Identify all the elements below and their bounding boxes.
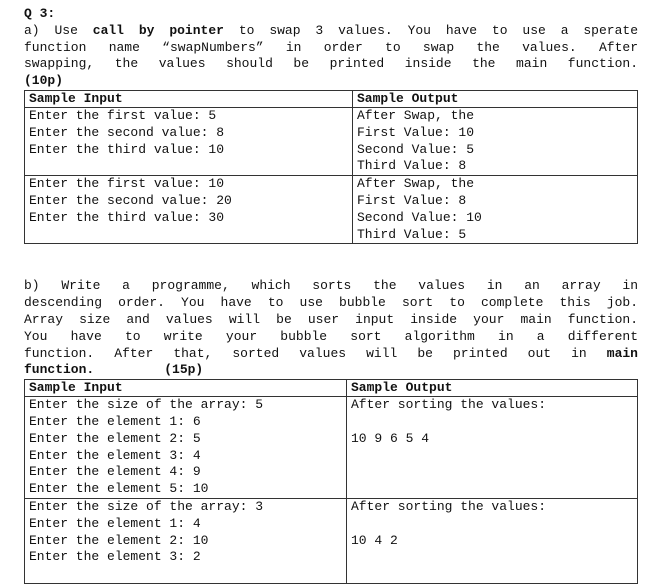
part_b-desc-line (24, 312, 638, 329)
sample-input-line: Enter the element 2: 5 (29, 430, 201, 446)
part_b-desc-line (24, 278, 638, 295)
sample-output-header: Sample Output (347, 380, 638, 397)
part-b-description (24, 278, 638, 362)
table-header-row (25, 90, 638, 107)
sample-input-line: Enter the element 2: 10 (29, 532, 209, 548)
part_a-desc-text: function name “swapNumbers” in order to swap the values. After (24, 39, 638, 55)
sample-output-line: Second Value: 5 (357, 141, 475, 157)
sample-input-line: Enter the size of the array: 3 (29, 498, 264, 514)
sample-input-line: Enter the second value: 20 (29, 192, 232, 208)
part-b-points: (15p) (164, 362, 204, 378)
part-a-description (24, 23, 638, 73)
part_a-desc-text: swapping, the values should be printed inside the main function. (24, 56, 638, 72)
sample-output-cell (347, 498, 638, 583)
sample-output-line: 10 4 2 (351, 532, 398, 548)
part-a-points: (10p) (24, 73, 64, 89)
sample-input-line: Enter the element 1: 6 (29, 413, 201, 429)
part-a-sample-table (24, 90, 638, 244)
sample-output-line: 10 9 6 5 4 (351, 430, 430, 446)
sample-output-line: Third Value: 8 (357, 158, 467, 174)
sample-input-line: Enter the element 1: 4 (29, 515, 201, 531)
sample-input-line: Enter the element 3: 4 (29, 447, 201, 463)
document-page (24, 6, 638, 584)
table-row (25, 397, 638, 499)
part-b-last-line (24, 362, 638, 379)
part_b-desc-line (24, 295, 638, 312)
sample-output-line (351, 414, 637, 431)
sample-output-line: Second Value: 10 (357, 209, 482, 225)
table-row (25, 107, 638, 175)
sample-output-header: Sample Output (353, 90, 638, 107)
sample-input-cell (25, 397, 347, 499)
sample-input-line: Enter the element 3: 2 (29, 549, 201, 565)
part-b-last-line-text: function. (24, 362, 95, 378)
part_a-desc-text: call by pointer (92, 22, 224, 38)
part_b-desc-text: b) Write a programme, which sorts the values in an array in (24, 278, 638, 294)
part_b-desc-text: You have to write your bubble sort algorithm in a different (24, 328, 638, 344)
table-row (25, 176, 638, 244)
part_a-desc-text: a) Use (24, 22, 93, 38)
sample-output-line: After sorting the values: (351, 397, 547, 413)
sample-input-line: Enter the first value: 5 (29, 107, 217, 123)
part_b-desc-text: descending order. You have to use bubble sort to complete this job. (24, 295, 638, 311)
part_b-desc-line (24, 346, 638, 363)
sample-input-cell (25, 176, 353, 244)
question-title: Q 3: (24, 6, 56, 21)
table-row (25, 498, 638, 583)
sample-input-header: Sample Input (25, 380, 347, 397)
sample-output-line (351, 516, 637, 533)
sample-input-line: Enter the third value: 10 (29, 141, 225, 157)
sample-output-cell (347, 397, 638, 499)
sample-input-line: Enter the third value: 30 (29, 209, 225, 225)
sample-input-line: Enter the first value: 10 (29, 176, 225, 192)
part_b-desc-text: Array size and values will be user input inside your main function. (24, 311, 638, 327)
sample-input-line: Enter the size of the array: 5 (29, 397, 264, 413)
sample-output-line: After Swap, the (357, 176, 475, 192)
sample-input-header: Sample Input (25, 90, 353, 107)
table-header-row (25, 380, 638, 397)
part_a-desc-line (24, 56, 638, 73)
sample-input-cell (25, 498, 347, 583)
sample-input-line: Enter the second value: 8 (29, 124, 225, 140)
part-b-sample-table (24, 379, 638, 584)
part_b-desc-text: function. After that, sorted values will be printed out in (24, 345, 607, 361)
sample-input-line: Enter the element 4: 9 (29, 464, 201, 480)
sample-output-cell (353, 176, 638, 244)
sample-output-line: Third Value: 5 (357, 226, 467, 242)
sample-input-line (29, 566, 346, 583)
part_a-desc-text: to swap 3 values. You have to use a sperate (223, 22, 638, 38)
sample-output-cell (353, 107, 638, 175)
sample-output-line: After sorting the values: (351, 498, 547, 514)
part_b-desc-line (24, 329, 638, 346)
part_b-desc-text: main (606, 345, 638, 361)
sample-output-line: After Swap, the (357, 107, 475, 123)
sample-output-line: First Value: 10 (357, 124, 475, 140)
sample-input-cell (25, 107, 353, 175)
sample-output-line: First Value: 8 (357, 192, 467, 208)
sample-input-line: Enter the element 5: 10 (29, 481, 209, 497)
part_a-desc-line (24, 40, 638, 57)
part_a-desc-line (24, 23, 638, 40)
